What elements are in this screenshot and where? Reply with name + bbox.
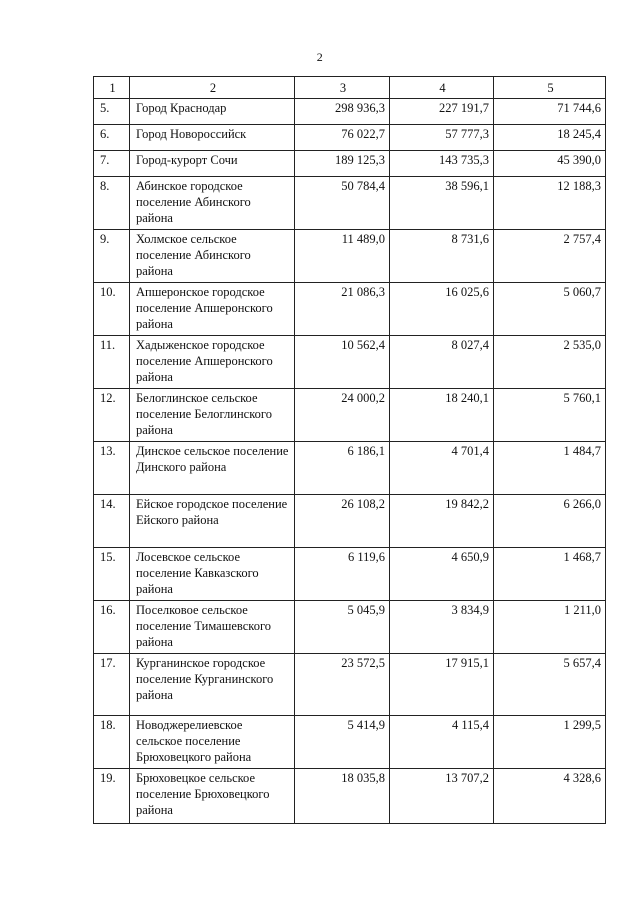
row-number: 11. xyxy=(94,336,130,389)
municipality-name: Курганинское городское поселение Курганинского района xyxy=(130,654,295,716)
value-col4: 227 191,7 xyxy=(390,99,494,125)
value-col4: 13 707,2 xyxy=(390,769,494,824)
municipality-name: Динское сельское поселение Динского района xyxy=(130,442,295,495)
municipality-name: Апшеронское городское поселение Апшеронского района xyxy=(130,283,295,336)
row-number: 10. xyxy=(94,283,130,336)
row-number: 13. xyxy=(94,442,130,495)
table-row xyxy=(94,442,606,495)
value-col4: 38 596,1 xyxy=(390,177,494,230)
value-col3: 24 000,2 xyxy=(295,389,390,442)
value-col4: 143 735,3 xyxy=(390,151,494,177)
value-col3: 189 125,3 xyxy=(295,151,390,177)
value-col5: 4 328,6 xyxy=(494,769,606,824)
row-number: 5. xyxy=(94,99,130,125)
page-number: 2 xyxy=(316,50,324,64)
row-number: 12. xyxy=(94,389,130,442)
table-row xyxy=(94,654,606,716)
value-col5: 5 657,4 xyxy=(494,654,606,716)
value-col4: 8 027,4 xyxy=(390,336,494,389)
table-row xyxy=(94,230,606,283)
value-col5: 5 060,7 xyxy=(494,283,606,336)
municipality-name: Город-курорт Сочи xyxy=(130,151,295,177)
value-col5: 2 535,0 xyxy=(494,336,606,389)
row-number: 6. xyxy=(94,125,130,151)
value-col3: 50 784,4 xyxy=(295,177,390,230)
row-number: 7. xyxy=(94,151,130,177)
municipality-name: Абинское городское поселение Абинского района xyxy=(130,177,295,230)
municipality-name: Белоглинское сельское поселение Белоглинского района xyxy=(130,389,295,442)
row-number: 19. xyxy=(94,769,130,824)
value-col4: 4 701,4 xyxy=(390,442,494,495)
value-col3: 11 489,0 xyxy=(295,230,390,283)
municipality-name: Ейское городское поселение Ейского района xyxy=(130,495,295,548)
table-row xyxy=(94,716,606,769)
table-header-row xyxy=(94,77,606,99)
value-col4: 57 777,3 xyxy=(390,125,494,151)
value-col5: 1 484,7 xyxy=(494,442,606,495)
value-col3: 5 414,9 xyxy=(295,716,390,769)
table-row xyxy=(94,601,606,654)
municipality-name: Холмское сельское поселение Абинского района xyxy=(130,230,295,283)
value-col3: 6 186,1 xyxy=(295,442,390,495)
value-col3: 23 572,5 xyxy=(295,654,390,716)
column-header: 5 xyxy=(494,77,606,99)
value-col5: 1 211,0 xyxy=(494,601,606,654)
row-number: 18. xyxy=(94,716,130,769)
value-col4: 4 115,4 xyxy=(390,716,494,769)
value-col5: 1 468,7 xyxy=(494,548,606,601)
value-col3: 5 045,9 xyxy=(295,601,390,654)
column-header: 1 xyxy=(94,77,130,99)
value-col3: 76 022,7 xyxy=(295,125,390,151)
row-number: 15. xyxy=(94,548,130,601)
row-number: 17. xyxy=(94,654,130,716)
value-col4: 16 025,6 xyxy=(390,283,494,336)
value-col3: 26 108,2 xyxy=(295,495,390,548)
value-col3: 6 119,6 xyxy=(295,548,390,601)
table-row xyxy=(94,151,606,177)
table-row xyxy=(94,283,606,336)
value-col4: 19 842,2 xyxy=(390,495,494,548)
value-col4: 4 650,9 xyxy=(390,548,494,601)
table-row xyxy=(94,177,606,230)
column-header: 2 xyxy=(130,77,295,99)
table-row xyxy=(94,548,606,601)
table-row xyxy=(94,336,606,389)
value-col4: 3 834,9 xyxy=(390,601,494,654)
column-header: 3 xyxy=(295,77,390,99)
municipality-name: Город Краснодар xyxy=(130,99,295,125)
table-row xyxy=(94,769,606,824)
value-col5: 1 299,5 xyxy=(494,716,606,769)
row-number: 16. xyxy=(94,601,130,654)
value-col3: 21 086,3 xyxy=(295,283,390,336)
value-col5: 6 266,0 xyxy=(494,495,606,548)
value-col5: 5 760,1 xyxy=(494,389,606,442)
value-col4: 17 915,1 xyxy=(390,654,494,716)
municipality-name: Новоджерелиевское сельское поселение Брюховецкого района xyxy=(130,716,295,769)
data-table xyxy=(93,76,606,824)
row-number: 8. xyxy=(94,177,130,230)
value-col3: 10 562,4 xyxy=(295,336,390,389)
municipality-name: Поселковое сельское поселение Тимашевского района xyxy=(130,601,295,654)
value-col4: 18 240,1 xyxy=(390,389,494,442)
table-row xyxy=(94,125,606,151)
municipality-name: Хадыженское городское поселение Апшеронского района xyxy=(130,336,295,389)
table-row xyxy=(94,389,606,442)
value-col3: 298 936,3 xyxy=(295,99,390,125)
column-header: 4 xyxy=(390,77,494,99)
value-col5: 12 188,3 xyxy=(494,177,606,230)
row-number: 9. xyxy=(94,230,130,283)
table-row xyxy=(94,99,606,125)
value-col5: 71 744,6 xyxy=(494,99,606,125)
row-number: 14. xyxy=(94,495,130,548)
table-row xyxy=(94,495,606,548)
value-col5: 2 757,4 xyxy=(494,230,606,283)
value-col4: 8 731,6 xyxy=(390,230,494,283)
value-col5: 45 390,0 xyxy=(494,151,606,177)
municipality-name: Город Новороссийск xyxy=(130,125,295,151)
value-col3: 18 035,8 xyxy=(295,769,390,824)
value-col5: 18 245,4 xyxy=(494,125,606,151)
municipality-name: Лосевское сельское поселение Кавказского района xyxy=(130,548,295,601)
municipality-name: Брюховецкое сельское поселение Брюховецкого района xyxy=(130,769,295,824)
